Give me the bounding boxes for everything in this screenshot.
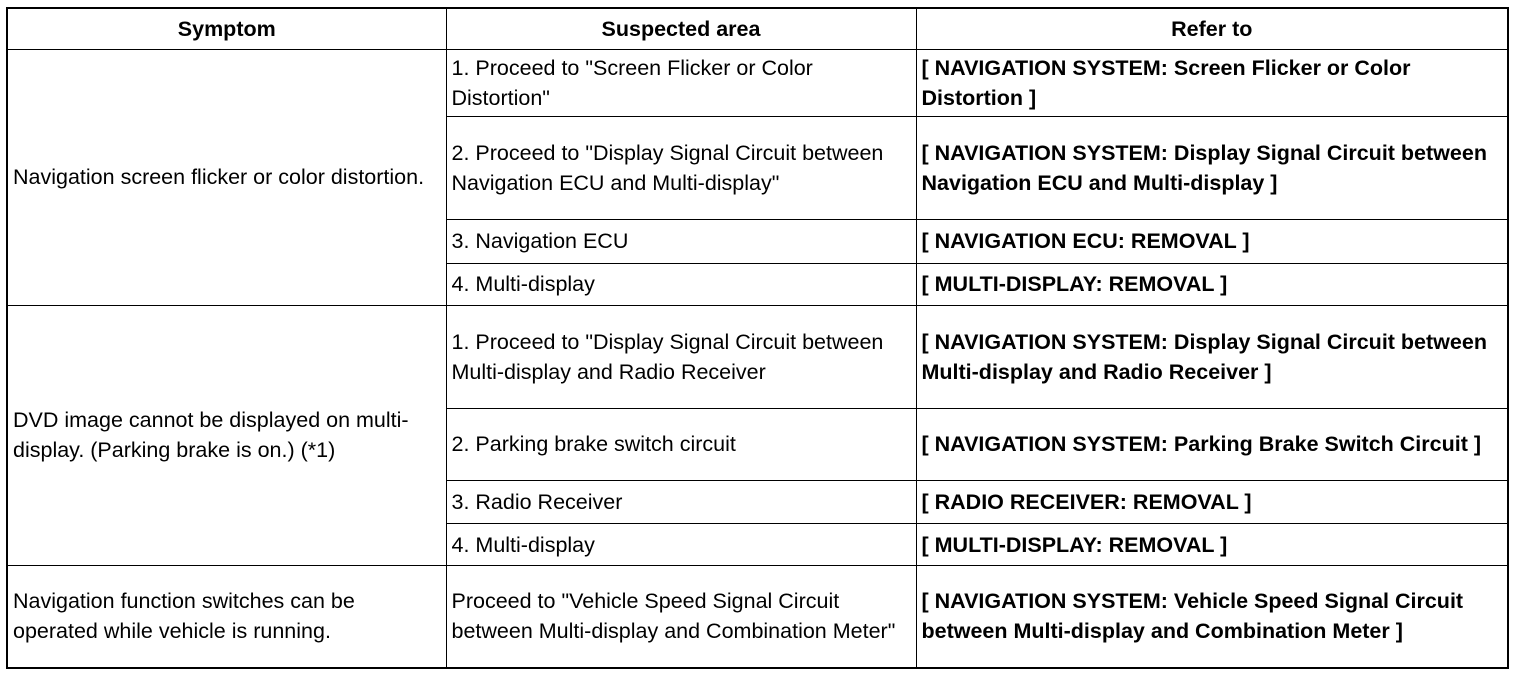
suspected-area-cell: 4. Multi-display [446, 263, 916, 305]
troubleshooting-table [6, 7, 1509, 669]
suspected-area-cell: Proceed to "Vehicle Speed Signal Circuit between Multi-display and Combination Meter" [446, 565, 916, 668]
symptom-cell: DVD image cannot be displayed on multi-display. (Parking brake is on.) (*1) [7, 305, 446, 565]
table-row [7, 50, 1508, 117]
refer-to-cell: [ NAVIGATION SYSTEM: Display Signal Circuit between Navigation ECU and Multi-display ] [916, 117, 1508, 220]
refer-to-cell: [ NAVIGATION SYSTEM: Parking Brake Switch Circuit ] [916, 408, 1508, 481]
table-header [7, 8, 1508, 50]
header-symptom: Symptom [7, 8, 446, 50]
suspected-area-cell: 2. Parking brake switch circuit [446, 408, 916, 481]
header-row [7, 8, 1508, 50]
suspected-area-cell: 3. Radio Receiver [446, 481, 916, 524]
table-row [7, 305, 1508, 408]
symptom-cell: Navigation function switches can be operated while vehicle is running. [7, 565, 446, 668]
refer-to-cell: [ NAVIGATION SYSTEM: Screen Flicker or Color Distortion ] [916, 50, 1508, 117]
suspected-area-cell: 1. Proceed to "Display Signal Circuit between Multi-display and Radio Receiver [446, 305, 916, 408]
refer-to-cell: [ MULTI-DISPLAY: REMOVAL ] [916, 263, 1508, 305]
refer-to-cell: [ NAVIGATION SYSTEM: Display Signal Circuit between Multi-display and Radio Receiver ] [916, 305, 1508, 408]
header-refer-to: Refer to [916, 8, 1508, 50]
suspected-area-cell: 4. Multi-display [446, 524, 916, 565]
table-body [7, 50, 1508, 669]
suspected-area-cell: 2. Proceed to "Display Signal Circuit between Navigation ECU and Multi-display" [446, 117, 916, 220]
refer-to-cell: [ RADIO RECEIVER: REMOVAL ] [916, 481, 1508, 524]
table-row [7, 565, 1508, 668]
refer-to-cell: [ NAVIGATION ECU: REMOVAL ] [916, 220, 1508, 263]
refer-to-cell: [ NAVIGATION SYSTEM: Vehicle Speed Signal Circuit between Multi-display and Combination Meter ] [916, 565, 1508, 668]
refer-to-cell: [ MULTI-DISPLAY: REMOVAL ] [916, 524, 1508, 565]
symptom-cell: Navigation screen flicker or color distortion. [7, 50, 446, 306]
suspected-area-cell: 1. Proceed to "Screen Flicker or Color Distortion" [446, 50, 916, 117]
suspected-area-cell: 3. Navigation ECU [446, 220, 916, 263]
header-suspected-area: Suspected area [446, 8, 916, 50]
